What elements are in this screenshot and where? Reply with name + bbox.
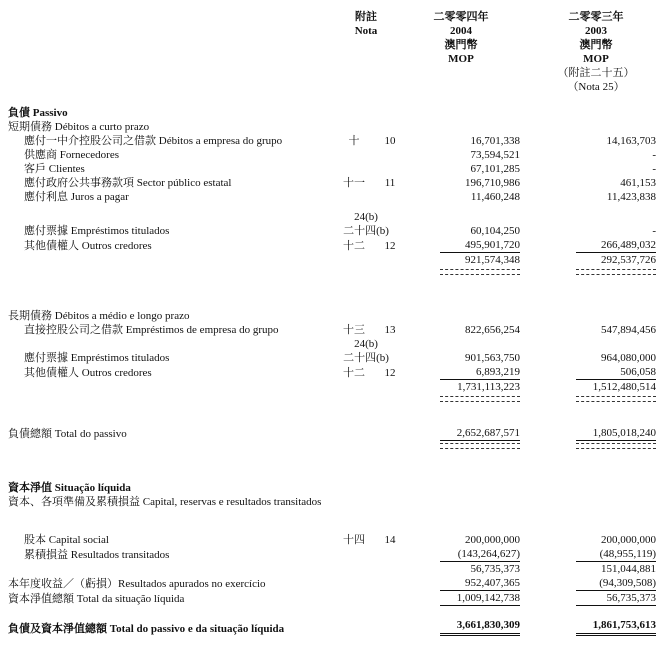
row-label: 應付利息 Juros a pagar (24, 191, 129, 203)
amount-2003 (536, 591, 656, 606)
table-row (8, 106, 656, 120)
amount-2004-value: 16,701,338 (470, 135, 521, 147)
year-2004-zh: 二零零四年 (433, 11, 489, 23)
amount-2003 (536, 253, 656, 267)
amount-2003 (536, 365, 656, 380)
amount-2004 (402, 148, 520, 162)
table-row (8, 576, 656, 591)
table-row (8, 351, 656, 365)
amount-2003 (536, 576, 656, 591)
header-empty-cell (8, 10, 330, 94)
amount-2004-value: 6,893,219 (440, 365, 520, 380)
column-gap (520, 380, 536, 394)
amount-2004-value: 1,009,142,738 (440, 591, 520, 606)
note-zh: 二十四(b) (343, 352, 389, 364)
table-row (8, 162, 656, 176)
section-heading-label: 長期債務 Débitos a médio e longo prazo (8, 310, 190, 322)
table-row (8, 547, 656, 562)
note-number: 11 (384, 177, 396, 189)
amount-2003 (536, 562, 656, 576)
amount-2003-value: - (652, 149, 657, 161)
column-gap (520, 426, 536, 441)
amount-2003-value: 461,153 (620, 177, 657, 189)
row-label (8, 380, 402, 394)
section-heading (8, 309, 656, 323)
column-gap (520, 618, 536, 636)
spacer-cell (8, 509, 656, 533)
amount-2003-value: 964,080,000 (601, 352, 657, 364)
table-row (8, 190, 656, 204)
amount-2003 (536, 134, 656, 148)
amount-2003-value: 11,423,838 (606, 191, 657, 203)
spacer-cell (8, 404, 656, 426)
note-zh: 十二 (343, 367, 365, 379)
amount-2004 (402, 591, 520, 606)
amount-2004 (402, 351, 520, 365)
dashed-rule (576, 269, 656, 270)
column-gap (520, 253, 536, 267)
balance-sheet-table (8, 10, 656, 636)
spacer-row (8, 404, 656, 426)
header-spacer-cell (8, 94, 656, 106)
amount-2004-value: 901,563,750 (465, 352, 521, 364)
amount-2003-value: 151,044,881 (601, 563, 657, 575)
amount-2003-value: 1,861,753,613 (576, 618, 656, 636)
dashed-rule (576, 443, 656, 444)
amount-2003-value: 200,000,000 (601, 534, 657, 546)
column-gap (520, 351, 536, 365)
dashed-rule (576, 274, 656, 275)
row-label: 資本淨值總額 Total da situação líquida (8, 593, 185, 605)
note-header-zh: 附註 (355, 11, 377, 23)
amount-2003-value: 56,735,373 (576, 591, 656, 606)
amount-2004-value: (143,264,627) (440, 547, 520, 562)
column-header-2004 (402, 10, 520, 94)
table-body (8, 106, 656, 636)
amount-2004-value: 2,652,687,571 (440, 426, 520, 441)
spacer-cell (8, 606, 656, 618)
section-heading-label: 負債 Passivo (8, 107, 68, 119)
table-row (8, 309, 656, 323)
note-number: 14 (384, 534, 396, 546)
amount-2003 (536, 176, 656, 190)
amount-2003 (536, 190, 656, 204)
column-gap (520, 323, 536, 337)
amount-2004-value: 1,731,113,223 (457, 381, 521, 393)
amount-2003 (536, 547, 656, 562)
amount-2003 (536, 380, 656, 394)
section-heading (8, 495, 656, 509)
note-zh: 十 (348, 135, 360, 147)
dashed-rule (576, 448, 656, 449)
amount-2004-value: 11,460,248 (470, 191, 521, 203)
note-number: 13 (384, 324, 396, 336)
amount-2003-value: 1,805,018,240 (576, 426, 656, 441)
dashed-rule (440, 448, 520, 449)
row-label: 直接控股公司之借款 Empréstimos de empresa do grupo (24, 324, 279, 336)
amount-2003-value: - (652, 225, 657, 237)
dashed-rule (440, 443, 520, 444)
note-number: 12 (384, 367, 396, 379)
note-ref-pt: （Nota 25） (567, 81, 625, 93)
amount-2004 (402, 176, 520, 190)
column-gap (520, 238, 536, 253)
amount-2003 (536, 224, 656, 238)
row-label: 應付一中介控股公司之借款 Débitos a empresa do grupo (24, 135, 283, 147)
table-row (8, 562, 656, 576)
note-zh: 二十四(b) (343, 225, 389, 237)
section-heading-label: 短期債務 Débitos a curto prazo (8, 121, 150, 133)
year-2003: 2003 (585, 25, 608, 37)
column-gap (520, 562, 536, 576)
spacer-cell (8, 277, 656, 309)
amount-2004-value: 952,407,365 (440, 576, 520, 591)
spacer-row (8, 606, 656, 618)
row-label: 負債及資本淨值總額 Total do passivo e da situação líquida (8, 623, 285, 635)
row-label: 應付票據 Empréstimos titulados (24, 225, 170, 237)
row-label: 其他債權人 Outros credores (24, 240, 152, 252)
year-2003-zh: 二零零三年 (568, 11, 624, 23)
section-heading (8, 481, 656, 495)
amount-2004-value: 921,574,348 (465, 254, 521, 266)
table-row (8, 380, 656, 394)
column-gap (520, 576, 536, 591)
amount-2003 (536, 238, 656, 253)
note-header-pt: Nota (354, 25, 378, 37)
table-row (8, 210, 656, 224)
table-row (8, 618, 656, 636)
table-row (8, 253, 656, 267)
note-number: 12 (384, 240, 396, 252)
note-ref-zh: （附註二十五） (557, 67, 635, 79)
spacer-row (8, 451, 656, 481)
table-row (8, 120, 656, 134)
column-gap (520, 591, 536, 606)
table-row (8, 134, 656, 148)
header-gap-cell (520, 10, 536, 94)
column-header-2003 (536, 10, 656, 94)
amount-2003-value: (48,955,119) (576, 547, 656, 562)
dashed-rule (576, 401, 656, 402)
amount-2003 (536, 618, 656, 636)
header-spacer-row (8, 94, 656, 106)
dashed-rule (440, 269, 520, 270)
table-row (8, 148, 656, 162)
section-heading (8, 106, 656, 120)
column-gap (520, 134, 536, 148)
table-row (8, 337, 656, 351)
amount-2004 (402, 576, 520, 591)
amount-2003-value: 1,512,480,514 (592, 381, 657, 393)
note-number: 10 (384, 135, 396, 147)
row-label: 其他債權人 Outros credores (24, 367, 152, 379)
table-header (8, 10, 656, 106)
amount-2004-value: 67,101,285 (470, 163, 521, 175)
amount-2004 (402, 426, 520, 441)
amount-2003-value: - (652, 163, 657, 175)
amount-2004 (402, 380, 520, 394)
currency-2004-zh: 澳門幣 (444, 39, 478, 51)
amount-2004 (402, 253, 520, 267)
spacer-row (8, 509, 656, 533)
amount-2003-value: 266,489,032 (576, 238, 656, 253)
amount-2004-value: 822,656,254 (465, 324, 521, 336)
table-row (8, 176, 656, 190)
header-row (8, 10, 656, 94)
filler-cell (402, 210, 656, 224)
column-gap (520, 224, 536, 238)
amount-2004 (402, 533, 520, 547)
currency-2003: MOP (583, 53, 609, 65)
amount-2004 (402, 162, 520, 176)
dashed-rule (576, 396, 656, 397)
row-label (8, 337, 330, 351)
amount-2003 (536, 323, 656, 337)
amount-2004 (402, 562, 520, 576)
amount-2004 (402, 238, 520, 253)
note-zh: 十一 (343, 177, 365, 189)
spacer-row (8, 277, 656, 309)
row-label: 本年度收益／（虧損）Resultados apurados no exercício (8, 578, 266, 590)
note-number: 24(b) (354, 211, 378, 223)
note-zh: 十二 (343, 240, 365, 252)
note-zh: 十三 (343, 324, 365, 336)
amount-2003-value: 292,537,726 (601, 254, 657, 266)
note-number: 24(b) (354, 338, 378, 350)
dashed-rule (440, 396, 520, 397)
amount-2004 (402, 134, 520, 148)
table-row (8, 238, 656, 253)
dashed-rule (440, 274, 520, 275)
table-row (8, 365, 656, 380)
amount-2004 (402, 224, 520, 238)
row-label: 股本 Capital social (24, 534, 109, 546)
section-heading-label: 資本、各項準備及累積損益 Capital, reservas e resultados transitados (8, 496, 322, 508)
currency-2003-zh: 澳門幣 (579, 39, 613, 51)
table-row (8, 495, 656, 509)
column-gap (520, 547, 536, 562)
year-2004: 2004 (450, 25, 473, 37)
spacer-cell (8, 451, 656, 481)
column-gap (520, 162, 536, 176)
amount-2004 (402, 547, 520, 562)
column-gap (520, 365, 536, 380)
amount-2004 (402, 190, 520, 204)
amount-2004-value: 200,000,000 (465, 534, 521, 546)
row-label: 客戶 Clientes (24, 163, 85, 175)
amount-2003-value: 506,058 (576, 365, 656, 380)
row-label: 應付政府公共事務款項 Sector público estatal (24, 177, 232, 189)
amount-2004-value: 56,735,373 (470, 563, 521, 575)
amount-2004-value: 196,710,986 (465, 177, 521, 189)
section-heading (8, 120, 656, 134)
amount-2003 (536, 162, 656, 176)
amount-2003 (536, 351, 656, 365)
column-gap (520, 533, 536, 547)
amount-2004 (402, 618, 520, 636)
row-label (8, 210, 330, 224)
amount-2003-value: (94,309,508) (576, 576, 656, 591)
note-column-header (330, 10, 402, 94)
column-gap (520, 176, 536, 190)
dashed-rule (440, 401, 520, 402)
currency-2004: MOP (448, 53, 474, 65)
row-label (8, 562, 402, 576)
amount-2004 (402, 323, 520, 337)
amount-2003-value: 547,894,456 (601, 324, 657, 336)
row-label (8, 253, 402, 267)
filler-cell (402, 337, 656, 351)
column-gap (520, 190, 536, 204)
row-label: 負債總額 Total do passivo (8, 428, 127, 440)
table-row (8, 533, 656, 547)
table-row (8, 481, 656, 495)
note-zh: 十四 (343, 534, 365, 546)
section-heading-label: 資本淨值 Situação líquida (8, 482, 131, 494)
amount-2003 (536, 148, 656, 162)
table-row (8, 591, 656, 606)
amount-2004-value: 3,661,830,309 (440, 618, 520, 636)
amount-2003-value: 14,163,703 (606, 135, 657, 147)
row-label: 應付票據 Empréstimos titulados (24, 352, 170, 364)
amount-2004-value: 73,594,521 (470, 149, 521, 161)
amount-2003 (536, 533, 656, 547)
table-row (8, 426, 656, 441)
amount-2004-value: 60,104,250 (470, 225, 521, 237)
row-label: 供應商 Fornecedores (24, 149, 120, 161)
table-row (8, 224, 656, 238)
amount-2004-value: 495,901,720 (440, 238, 520, 253)
amount-2004 (402, 365, 520, 380)
column-gap (520, 148, 536, 162)
table-row (8, 323, 656, 337)
amount-2003 (536, 426, 656, 441)
row-label: 累積損益 Resultados transitados (24, 549, 170, 561)
